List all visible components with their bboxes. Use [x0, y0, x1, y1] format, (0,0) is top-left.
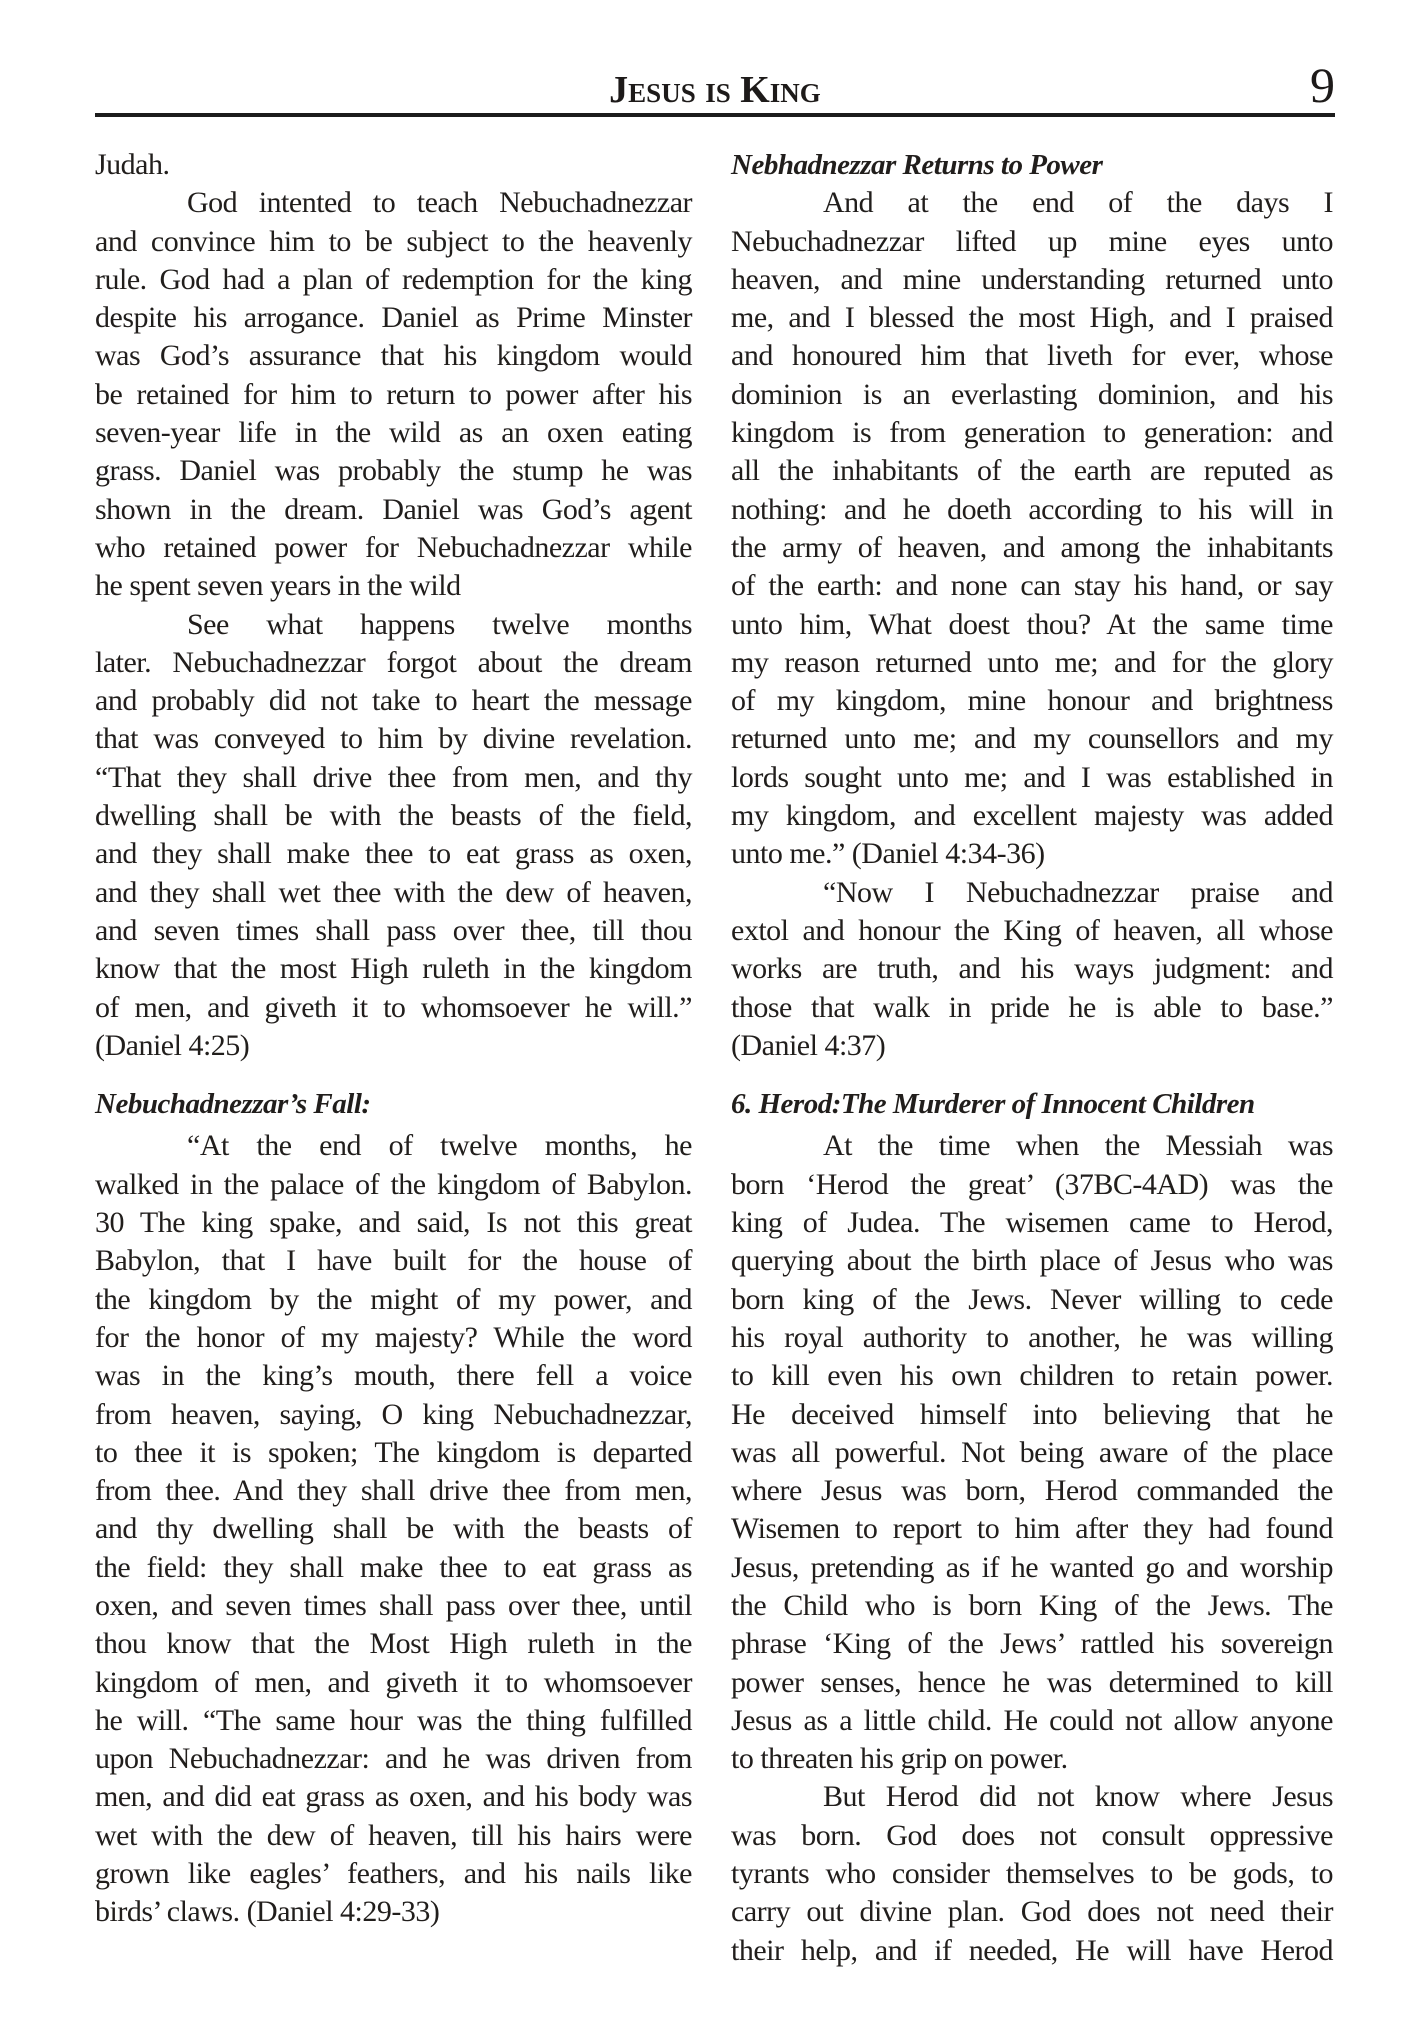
text-line: for the honor of my majesty? While the word: [95, 1320, 692, 1354]
heading-herod-murderer-of-innocent-children: 6. Herod:The Murderer of Innocent Children: [731, 1088, 1255, 1121]
text-line: dwelling shall be with the beasts of the field,: [95, 799, 692, 833]
paragraph-god-intented: [95, 184, 692, 605]
header-divider: [95, 113, 1335, 117]
text-line: tyrants who consider themselves to be gods, to: [731, 1857, 1333, 1891]
text-line: he spent seven years in the wild: [95, 569, 461, 603]
text-line: God intented to teach Nebuchadnezzar: [187, 186, 692, 220]
text-line: oxen, and seven times shall pass over thee, until: [95, 1588, 692, 1622]
text-line: unto me.” (Daniel 4:34-36): [731, 837, 1045, 871]
text-line: extol and honour the King of heaven, all whose: [731, 913, 1333, 947]
text-line: born king of the Jews. Never willing to cede: [731, 1282, 1333, 1316]
text-line: the army of heaven, and among the inhabitants: [731, 530, 1333, 564]
page-title: Jesus is King: [609, 69, 821, 111]
paragraph-and-at-the-end-of-days: [731, 184, 1333, 873]
text-line: And at the end of the days I: [823, 186, 1333, 220]
text-line: those that walk in pride he is able to base.”: [731, 990, 1333, 1024]
text-line: rule. God had a plan of redemption for the king: [95, 262, 692, 296]
text-line: their help, and if needed, He will have Herod: [731, 1933, 1333, 1967]
text-line: all the inhabitants of the earth are reputed as: [731, 454, 1333, 488]
text-line: and probably did not take to heart the message: [95, 684, 692, 718]
text-line: (Daniel 4:25): [95, 1028, 250, 1062]
text-line: “Now I Nebuchadnezzar praise and: [823, 875, 1333, 909]
heading-nebuchadnezzars-fall: Nebuchadnezzar’s Fall:: [95, 1088, 371, 1121]
text-line: Judah.: [95, 148, 170, 181]
text-line: “At the end of twelve months, he: [187, 1129, 692, 1163]
text-line: of men, and giveth it to whomsoever he will.”: [95, 990, 692, 1024]
text-line: to threaten his grip on power.: [731, 1742, 1068, 1776]
text-line: me, and I blessed the most High, and I praised: [731, 301, 1333, 335]
text-line: lords sought unto me; and I was established in: [731, 760, 1333, 794]
text-line: that was conveyed to him by divine revelation.: [95, 722, 692, 756]
text-line: 30 The king spake, and said, Is not this great: [95, 1206, 692, 1240]
text-line: returned unto me; and my counsellors and my: [731, 722, 1333, 756]
text-line: kingdom of men, and giveth it to whomsoever: [95, 1665, 692, 1699]
text-line: shown in the dream. Daniel was God’s agent: [95, 492, 692, 526]
text-line: later. Nebuchadnezzar forgot about the dream: [95, 645, 692, 679]
paragraph-at-the-end-of-twelve-months: [95, 1127, 692, 1931]
text-line: from thee. And they shall drive thee from men,: [95, 1474, 692, 1508]
text-line: of the earth: and none can stay his hand, or say: [731, 569, 1333, 603]
text-line: was born. God does not consult oppressive: [731, 1818, 1333, 1852]
text-line: Wisemen to report to him after they had found: [731, 1512, 1333, 1546]
text-line: carry out divine plan. God does not need their: [731, 1895, 1333, 1929]
text-line: grass. Daniel was probably the stump he was: [95, 454, 692, 488]
text-line: Jesus, pretending as if he wanted go and worship: [731, 1550, 1333, 1584]
text-line: (Daniel 4:37): [731, 1028, 886, 1062]
text-line: from heaven, saying, O king Nebuchadnezzar,: [95, 1397, 692, 1431]
text-line: phrase ‘King of the Jews’ rattled his sovereign: [731, 1627, 1333, 1661]
text-line: the kingdom by the might of my power, and: [95, 1282, 692, 1316]
text-line: kingdom is from generation to generation: and: [731, 416, 1333, 450]
text-line: He deceived himself into believing that he: [731, 1397, 1333, 1431]
text-line: “That they shall drive thee from men, and thy: [95, 760, 692, 794]
paragraph-at-the-time-messiah: [731, 1127, 1333, 1778]
text-line: wet with the dew of heaven, till his hairs were: [95, 1818, 692, 1852]
text-line: to thee it is spoken; The kingdom is departed: [95, 1435, 692, 1469]
text-line: Jesus as a little child. He could not allow anyone: [731, 1703, 1333, 1737]
text-line: and honoured him that liveth for ever, whose: [731, 339, 1333, 373]
text-line: where Jesus was born, Herod commanded the: [731, 1474, 1333, 1508]
text-line: men, and did eat grass as oxen, and his body was: [95, 1780, 692, 1814]
text-line: the Child who is born King of the Jews. The: [731, 1588, 1333, 1622]
text-line: was God’s assurance that his kingdom would: [95, 339, 692, 373]
text-line: was all powerful. Not being aware of the place: [731, 1435, 1333, 1469]
text-line: my kingdom, and excellent majesty was added: [731, 799, 1333, 833]
text-line: king of Judea. The wisemen came to Herod,: [731, 1206, 1333, 1240]
text-line: grown like eagles’ feathers, and his nails like: [95, 1857, 692, 1891]
text-line: power senses, hence he was determined to kill: [731, 1665, 1333, 1699]
text-line: unto him, What doest thou? At the same time: [731, 607, 1333, 641]
paragraph-now-i-nebuchadnezzar: [731, 874, 1333, 1065]
text-line: and they shall make thee to eat grass as oxen,: [95, 837, 692, 871]
text-line: querying about the birth place of Jesus who was: [731, 1244, 1333, 1278]
text-line: But Herod did not know where Jesus: [823, 1780, 1333, 1814]
paragraph-see-what-happens: [95, 606, 692, 1066]
text-line: my reason returned unto me; and for the glory: [731, 645, 1333, 679]
text-line: seven-year life in the wild as an oxen eating: [95, 416, 692, 450]
text-line: and they shall wet thee with the dew of heaven,: [95, 875, 692, 909]
text-line: works are truth, and his ways judgment: and: [731, 952, 1333, 986]
left-column: [95, 146, 692, 1932]
heading-nebhadnezzar-returns-to-power: Nebhadnezzar Returns to Power: [731, 149, 1103, 181]
paragraph-judah: [95, 146, 692, 184]
text-line: and thy dwelling shall be with the beasts of: [95, 1512, 692, 1546]
text-line: Nebuchadnezzar lifted up mine eyes unto: [731, 224, 1333, 258]
text-line: and convince him to be subject to the heavenly: [95, 224, 692, 258]
text-line: birds’ claws. (Daniel 4:29-33): [95, 1895, 440, 1929]
text-line: know that the most High ruleth in the kingdom: [95, 952, 692, 986]
text-line: was in the king’s mouth, there fell a voice: [95, 1359, 692, 1393]
text-line: born ‘Herod the great’ (37BC-4AD) was the: [731, 1167, 1333, 1201]
text-line: heaven, and mine understanding returned unto: [731, 262, 1333, 296]
page-number: 9: [1310, 57, 1335, 113]
text-line: the field: they shall make thee to eat grass as: [95, 1550, 692, 1584]
right-column: [731, 146, 1333, 1970]
text-line: of my kingdom, mine honour and brightness: [731, 684, 1333, 718]
text-line: walked in the palace of the kingdom of Babylon.: [95, 1167, 692, 1201]
text-line: be retained for him to return to power after his: [95, 377, 692, 411]
text-line: to kill even his own children to retain power.: [731, 1359, 1333, 1393]
text-line: thou know that the Most High ruleth in the: [95, 1627, 692, 1661]
text-line: See what happens twelve months: [187, 607, 692, 641]
paragraph-but-herod: [731, 1778, 1333, 1969]
text-line: upon Nebuchadnezzar: and he was driven from: [95, 1742, 692, 1776]
text-line: who retained power for Nebuchadnezzar while: [95, 530, 692, 564]
text-line: his royal authority to another, he was willing: [731, 1320, 1333, 1354]
text-line: and seven times shall pass over thee, till thou: [95, 913, 692, 947]
text-line: At the time when the Messiah was: [823, 1129, 1333, 1163]
text-line: nothing: and he doeth according to his will in: [731, 492, 1333, 526]
text-line: dominion is an everlasting dominion, and his: [731, 377, 1333, 411]
text-line: despite his arrogance. Daniel as Prime Minster: [95, 301, 692, 335]
text-line: Babylon, that I have built for the house of: [95, 1244, 692, 1278]
text-line: he will. “The same hour was the thing fulfilled: [95, 1703, 692, 1737]
